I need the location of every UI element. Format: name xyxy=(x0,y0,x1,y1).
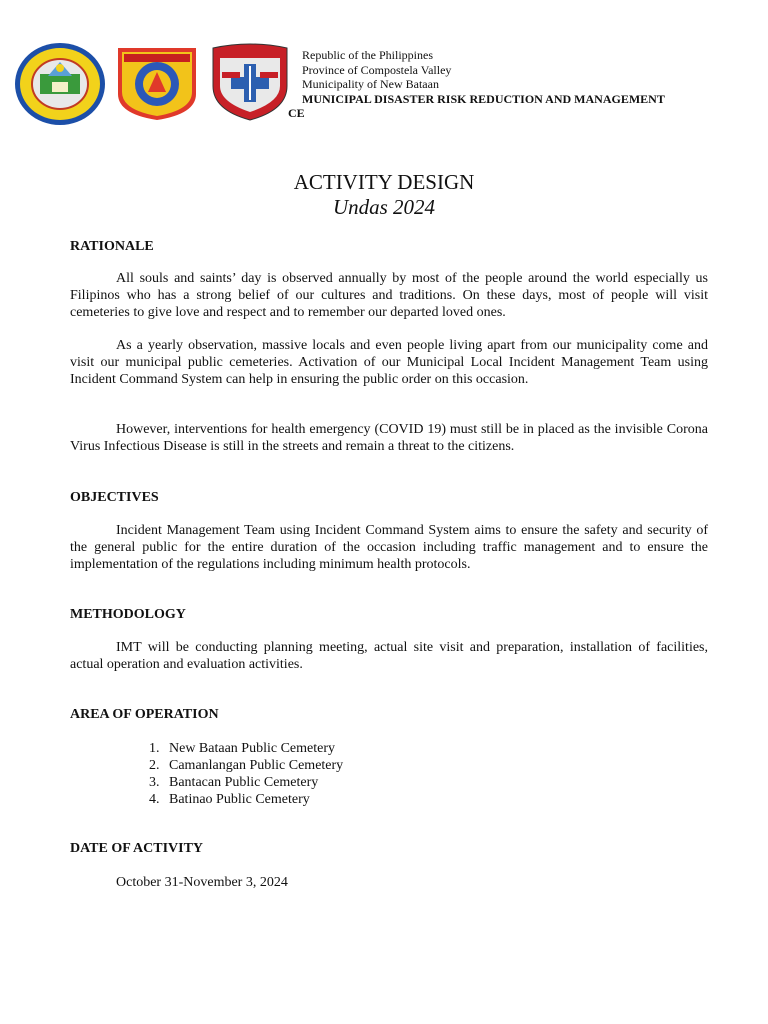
rationale-paragraph-1-wrap xyxy=(70,270,708,321)
methodology-paragraph-wrap xyxy=(70,639,708,673)
municipality-line: Municipality of New Bataan xyxy=(302,77,439,92)
list-item: 2. Camanlangan Public Cemetery xyxy=(163,757,708,774)
objectives-section xyxy=(70,489,708,506)
area-section xyxy=(70,706,708,723)
objectives-heading: OBJECTIVES xyxy=(70,490,159,505)
date-value: October 31-November 3, 2024 xyxy=(116,875,288,890)
search-rescue-badge-logo xyxy=(210,42,290,122)
rationale-section xyxy=(70,238,708,255)
area-list-wrap xyxy=(70,740,708,808)
municipality-seal-logo xyxy=(14,42,106,126)
rationale-heading: RATIONALE xyxy=(70,239,154,254)
letterhead xyxy=(288,48,742,121)
province-line: Province of Compostela Valley xyxy=(302,62,452,77)
rationale-paragraph: All souls and saints’ day is observed annually by most of the people around the world especially us Filipinos who has a strong belief of our cultures and traditions. On these days, most of people will visit cemeteries to give love and respect and to remember our departed loved ones. xyxy=(70,271,708,320)
list-item: 4. Batinao Public Cemetery xyxy=(163,791,708,808)
objectives-paragraph: Incident Management Team using Incident Command System aims to ensure the safety and security of the general public for the entire duration of the occasion including traffic management and to ensure the implementation of the regulations including minimum health protocols. xyxy=(70,523,708,572)
document-subtitle: Undas 2024 xyxy=(332,195,436,219)
republic-line: Republic of the Philippines xyxy=(302,48,433,62)
date-section xyxy=(70,840,708,857)
office-line: MUNICIPAL DISASTER RISK REDUCTION AND MANAGEMENT xyxy=(302,91,665,106)
document-title: ACTIVITY DESIGN xyxy=(293,170,475,194)
date-heading: DATE OF ACTIVITY xyxy=(70,841,204,856)
area-list xyxy=(70,740,708,808)
methodology-section xyxy=(70,606,708,623)
rationale-paragraph: However, interventions for health emergency (COVID 19) must still be in placed as the invisible Corona Virus Infectious Disease is still in the streets and remain a threat to the citizens. xyxy=(70,422,708,454)
mdrrmo-badge-logo xyxy=(114,44,200,122)
rationale-paragraph-3-wrap xyxy=(70,421,708,455)
title-block xyxy=(0,170,768,220)
office-line-continued: CE xyxy=(288,106,305,121)
rationale-paragraph: As a yearly observation, massive locals and even people living apart from our municipality come and visit our municipal public cemeteries. Activation of our Municipal Local Incident Management Team using Incident Command System can help in ensuring the public order on this occasion. xyxy=(70,338,708,387)
objectives-paragraph-wrap xyxy=(70,522,708,573)
list-item: 1. New Bataan Public Cemetery xyxy=(163,740,708,757)
list-item: 3. Bantacan Public Cemetery xyxy=(163,774,708,791)
methodology-paragraph: IMT will be conducting planning meeting, actual site visit and preparation, installation of facilities, actual operation and evaluation activities. xyxy=(70,640,708,672)
area-heading: AREA OF OPERATION xyxy=(70,707,219,722)
methodology-heading: METHODOLOGY xyxy=(70,607,186,622)
rationale-paragraph-2-wrap xyxy=(70,337,708,388)
date-value-wrap xyxy=(70,874,708,891)
